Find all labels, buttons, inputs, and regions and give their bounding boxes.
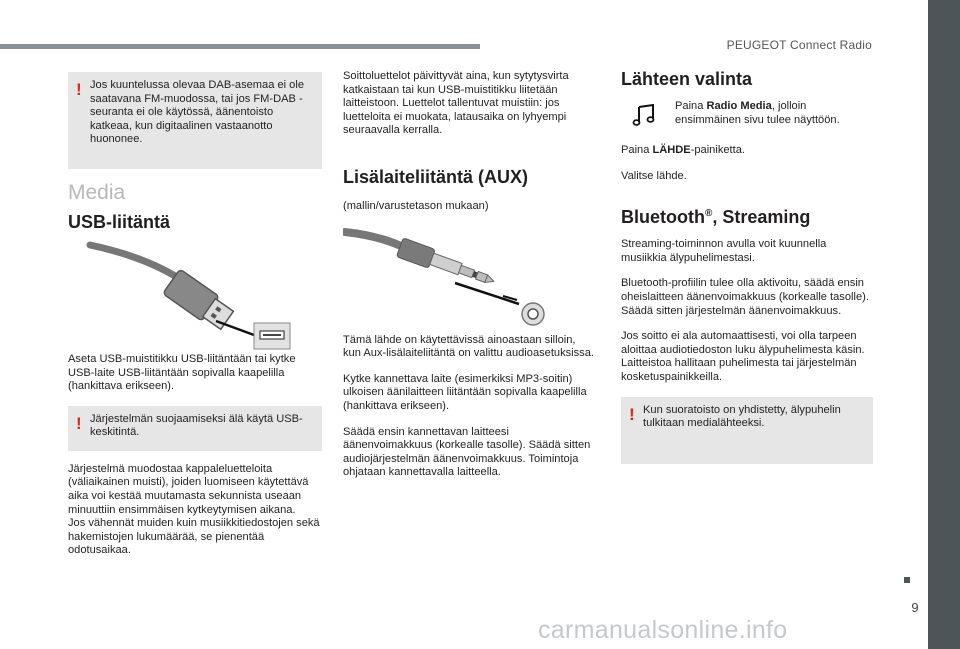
aux-paragraph-1: Tämä lähde on käytettävissä ainoastaan silloin, kun Aux-lisälaiteliitäntä on valittu audioasetuksissa. xyxy=(343,333,594,360)
press-suffix: -painiketta. xyxy=(690,144,745,156)
press-prefix: Paina xyxy=(621,144,653,156)
usb-paragraph-2a: Järjestelmä muodostaa kappaleluetteloita (väliaikainen muisti), joiden luomiseen käytettävä aika voi kestää muutamasta sekunnista useaan minuuttiin ensimmäisen kytkeytymisen aikana. xyxy=(68,462,309,516)
usb-illustration xyxy=(68,239,322,351)
watermark: carmanualsonline.info xyxy=(538,616,788,644)
aux-paragraph-3: Säädä ensin kannettavan laitteesi äänenvoimakkuus (korkealle tasolle). Säädä sitten audiojärjestelmän äänenvoimakkuus. Toimintoja ohjataan kannettavalla laitteella. xyxy=(343,425,591,479)
aux-jack-icon xyxy=(343,226,595,334)
page-marker xyxy=(904,577,910,583)
aux-paragraph-2: Kytke kannettava laite (esimerkiksi MP3-soitin) ulkoisen äänilaitteen liitäntään sopivalla kaapelilla (hankittava erikseen). xyxy=(343,372,587,412)
bt-paragraph-3a: Jos soitto ei ala automaattisesti, voi olla tarpeen aloittaa audiotiedoston luku älypuhelimesta käsin. xyxy=(621,330,865,356)
bt-paragraph-2b: Säädä sitten järjestelmän äänenvoimakkuus. xyxy=(621,304,842,317)
header-rule xyxy=(0,44,480,49)
heading-source-selection: Lähteen valinta xyxy=(621,69,753,89)
usb-paragraph-2 xyxy=(68,463,322,558)
usb-plug-icon xyxy=(68,239,322,351)
brand-label: PEUGEOT Connect Radio xyxy=(726,38,872,52)
aux-note: (mallin/varustetason mukaan) xyxy=(343,199,489,212)
section-title-media: Media xyxy=(68,181,126,204)
usb-paragraph-2b: Jos vähennät muiden kuin musiikkitiedostojen sekä hakemistojen lukumäärää, se pienentää odotusaikaa. xyxy=(68,517,320,557)
bt-title-reg: ® xyxy=(704,208,713,220)
music-note-icon xyxy=(631,102,657,128)
bt-paragraph-2 xyxy=(621,277,873,318)
bt-paragraph-2a: Bluetooth-profiilin tulee olla aktivoitu, säädä ensin oheislaitteen äänenvoimakkuus (korkealle tasolle). xyxy=(621,277,869,303)
playlist-paragraph: Soittoluettelot päivittyvät aina, kun sytytysvirta katkaistaan tai kun USB-muistitikku liitetään laitteistoon. Luettelot tallentuvat muistiin: jos luetteloita ei muokata, latausaika on lyhyempi seuraavalla kerralla. xyxy=(343,70,569,137)
source-press-text: Paina xyxy=(675,100,707,112)
bt-paragraph-3b: Laitteistoa hallitaan puhelimesta tai järjestelmän kosketuspainikkeilla. xyxy=(621,357,857,383)
column-1 xyxy=(68,72,322,558)
page-edge-bar xyxy=(928,0,960,649)
heading-usb: USB-liitäntä xyxy=(68,212,171,232)
press-source-paragraph xyxy=(621,144,873,158)
warning-icon: ! xyxy=(76,413,82,433)
warning-icon: ! xyxy=(76,80,82,99)
aux-illustration xyxy=(343,226,595,334)
bt-title-rest: , Streaming xyxy=(712,207,811,228)
warning-text: Jos kuuntelussa olevaa DAB-asemaa ei ole saatavana FM-muodossa, tai jos FM-DAB -seuranta ei ole käytössä, äänentoisto katkeaa, kun digitaalinen vastaanotto huononee. xyxy=(90,79,304,146)
warning-icon: ! xyxy=(629,404,635,424)
source-instruction xyxy=(621,100,873,144)
warning-text: Järjestelmän suojaamiseksi älä käytä USB-keskitintä. xyxy=(90,412,303,439)
warning-box-streaming xyxy=(621,397,873,464)
column-3 xyxy=(621,68,873,464)
heading-bluetooth xyxy=(621,203,873,228)
column-2 xyxy=(343,70,595,492)
warning-box-usb xyxy=(68,406,322,451)
page-number: 9 xyxy=(911,600,919,615)
radio-media-label: Radio Media xyxy=(706,100,772,112)
heading-aux: Lisälaiteliitäntä (AUX) xyxy=(343,166,529,187)
warning-box-dab xyxy=(68,72,322,169)
warning-text: Kun suoratoisto on yhdistetty, älypuhelin tulkitaan medialähteeksi. xyxy=(643,403,841,430)
source-rest-text: , jolloin ensimmäinen sivu tulee näyttöön. xyxy=(675,100,840,126)
bt-title-main: Bluetooth xyxy=(621,207,705,228)
usb-paragraph-1: Aseta USB-muistitikku USB-liitäntään tai kytke USB-laite USB-liitäntään sopivalla kaapelilla (hankittava erikseen). xyxy=(68,353,296,393)
source-button-label: LÄHDE xyxy=(652,144,691,156)
bt-paragraph-1: Streaming-toiminnon avulla voit kuunnella musiikkia älypuhelimestasi. xyxy=(621,238,827,264)
bt-paragraph-3 xyxy=(621,330,873,384)
select-source-paragraph: Valitse lähde. xyxy=(621,169,687,182)
